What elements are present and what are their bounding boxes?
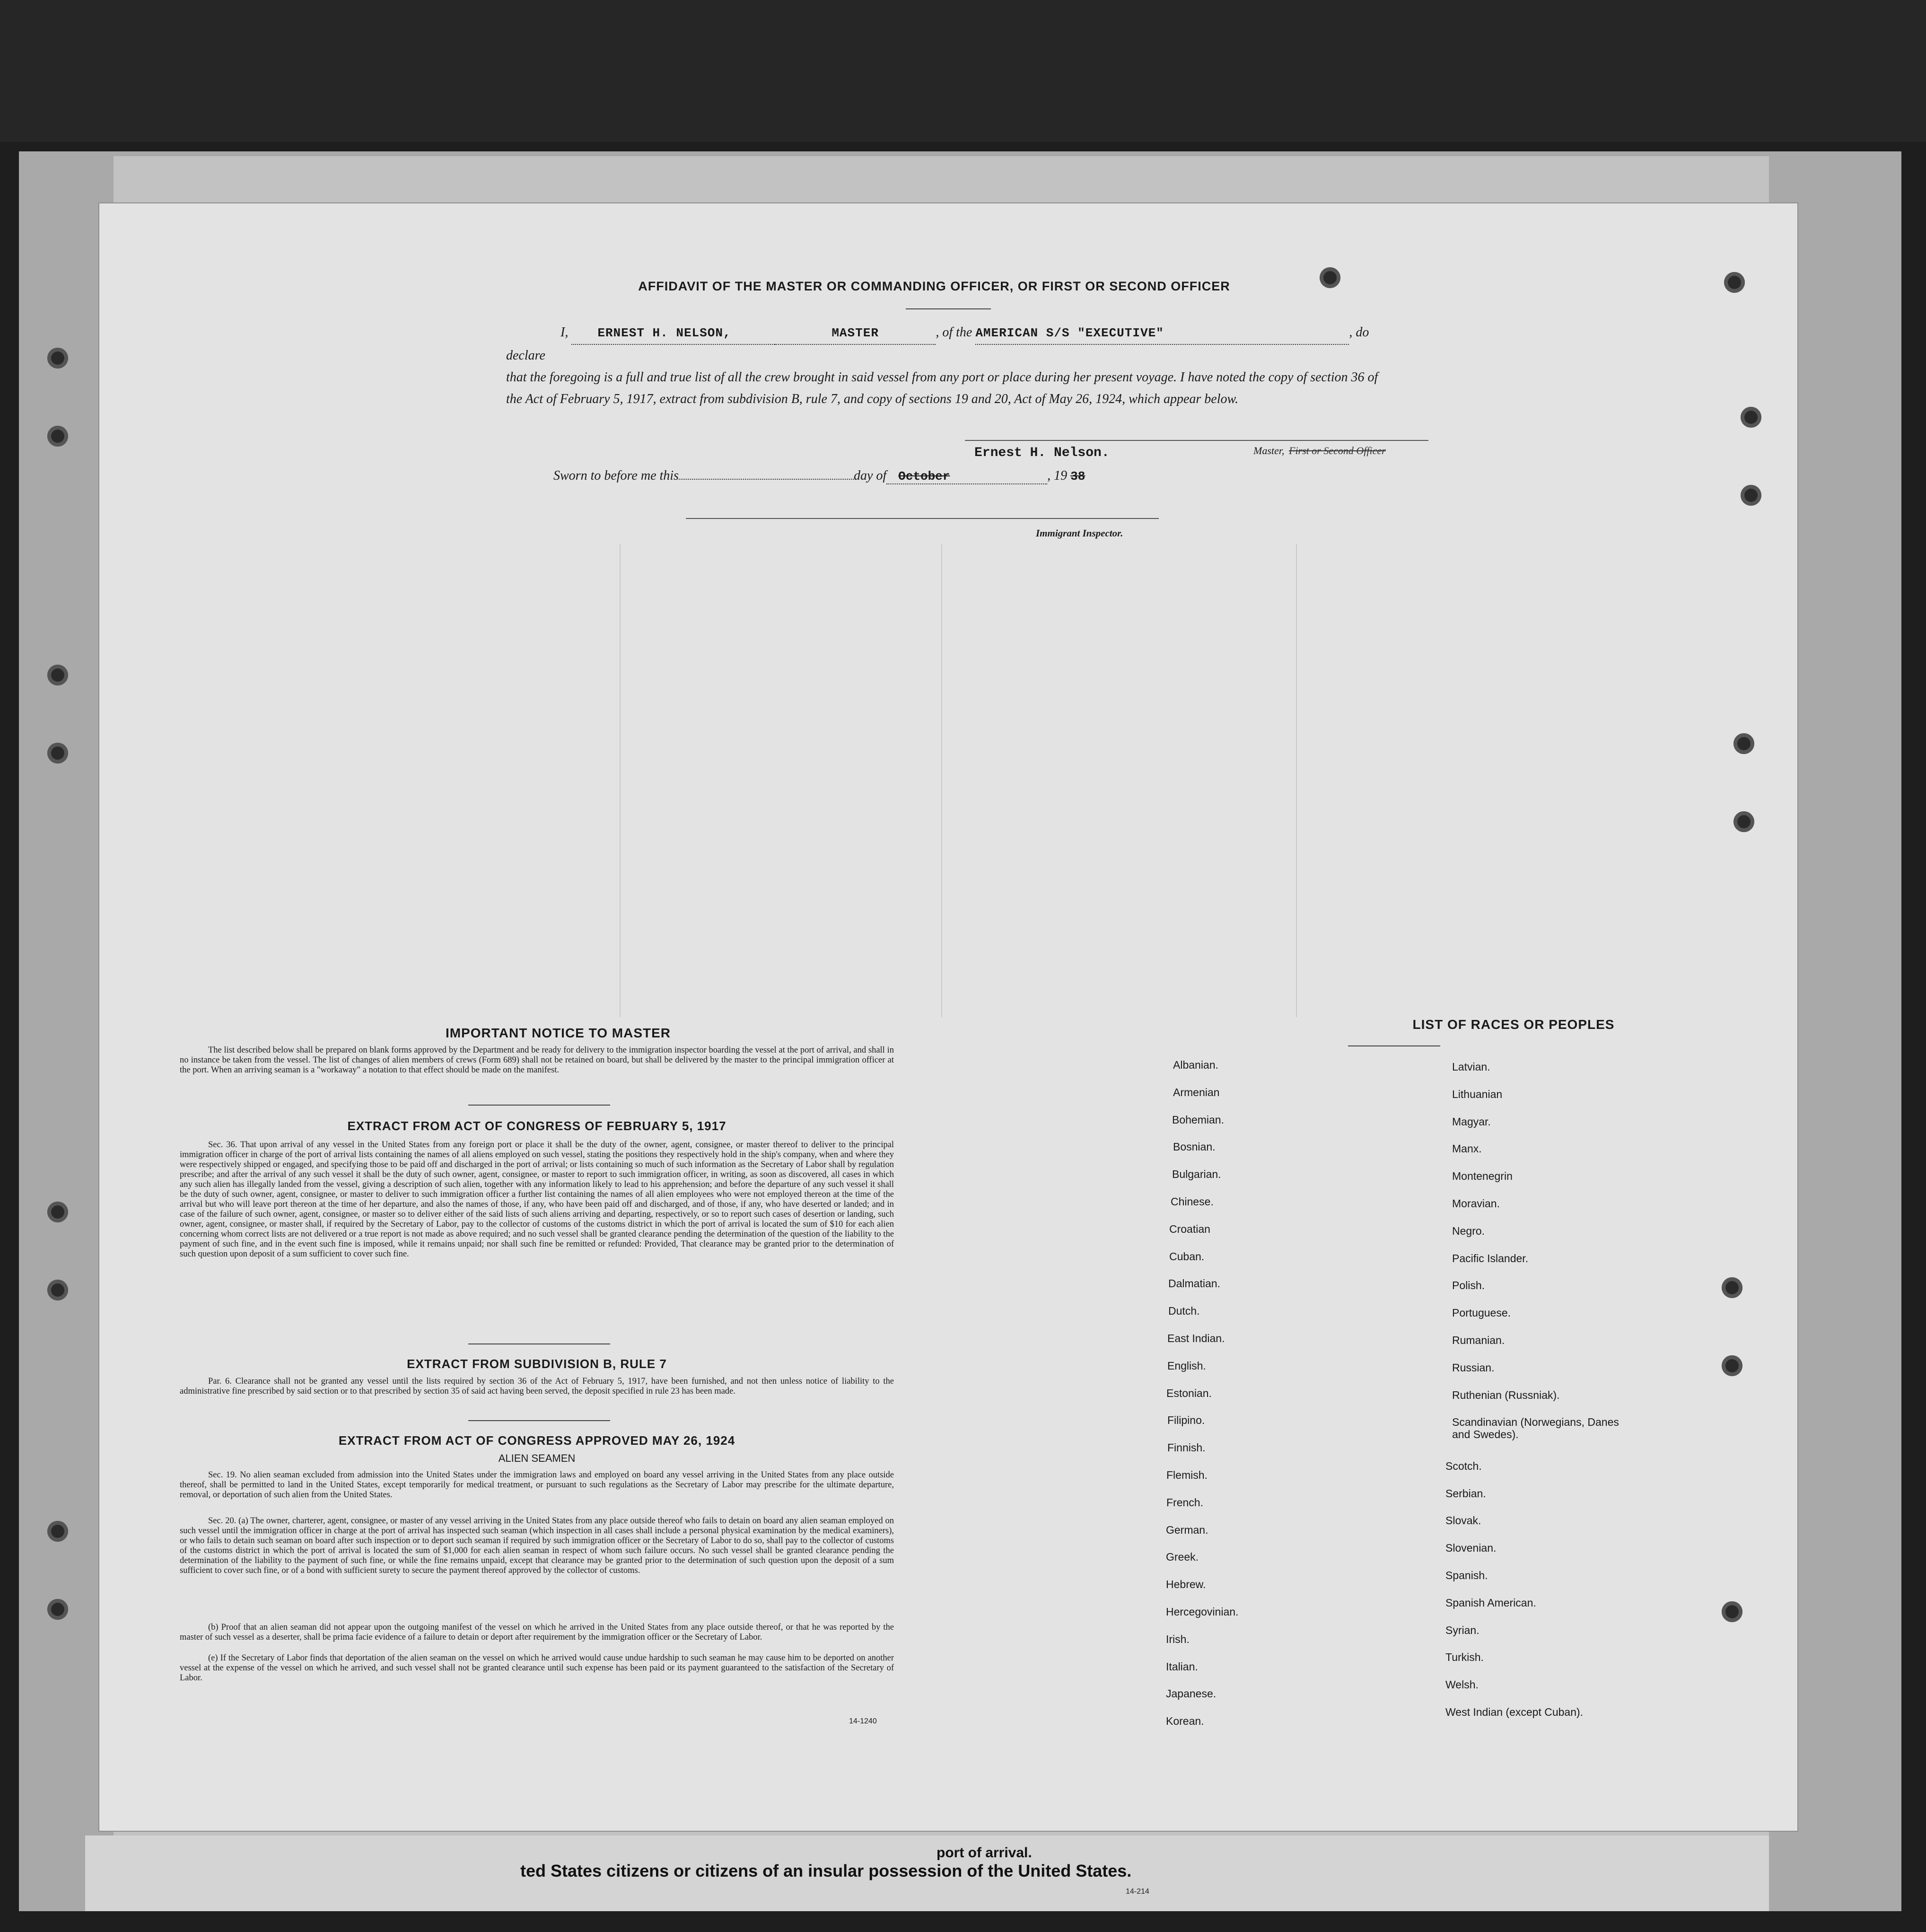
race-item: Turkish. <box>1445 1651 1484 1663</box>
affidavit-vessel: AMERICAN S/S "EXECUTIVE" <box>975 326 1164 340</box>
extract-1917-title: EXTRACT FROM ACT OF CONGRESS OF FEBRUARY 5, 1917 <box>347 1119 727 1133</box>
race-item: Slovak. <box>1445 1514 1481 1527</box>
binder-hole-icon <box>1724 272 1745 293</box>
rule7-rule <box>468 1420 610 1421</box>
binder-hole-icon <box>47 426 68 447</box>
affidavit-declaration <box>506 322 1386 410</box>
race-item: Bosnian. <box>1173 1141 1216 1153</box>
binder-hole-icon <box>1741 485 1761 506</box>
sec-20a-text: Sec. 20. (a) The owner, charterer, agent, consignee, or master of any vessel arriving in the United States from any place outside thereof who fails to detain on board any alien seaman employed on such vessel until the immigration officer in charge at the port of arrival has inspected such seaman (which inspection in all cases shall include a personal physical examination by the medical examiners), or who fails to detain such seaman on board after such inspection or to deport such seaman if required by such immigration officer or the Secretary of Labor to do so, shall pay to the collector of customs of the customs district in which the port of arrival is located the sum of $1,000 for each alien seaman in respect of whom such failure occurs. No such vessel shall be granted clearance pending the determination of the liability to the payment of such fine, or while the fine remains unpaid, except that clearance may be granted prior to the determination of such question upon the deposit of a sum sufficient to cover such fine, or of a bond with sufficient surety to secure the payment thereof approved by the collector of customs. <box>180 1516 894 1575</box>
binder-hole-icon <box>47 1202 68 1222</box>
affidavit-body: that the foregoing is a full and true list of all the crew brought in said vessel from any port or place during her present voyage. I have noted the copy of section 36 of the Act of February 5, 1917, extract from subdivision B, rule 7, and copy of sections 19 and 20, Act of May 26, 1924, which appear below. <box>506 370 1378 406</box>
notice-rule <box>468 1105 610 1106</box>
race-item: Moravian. <box>1452 1197 1500 1210</box>
sec-19-text: Sec. 19. No alien seaman excluded from admission into the United States under the immigration laws and employed on board any vessel arriving in the United States from any place outside thereof, shall be permitted to land in the United States, except temporarily for medical treatment, or pursuant to such regulations as the Secretary of Labor may prescribe for the ultimate departure, removal, or deportation of such alien from the United States. <box>180 1470 894 1500</box>
race-item: Negro. <box>1452 1225 1485 1237</box>
race-item: Armenian <box>1173 1086 1220 1098</box>
race-item: Bohemian. <box>1172 1114 1224 1126</box>
race-item: Irish. <box>1166 1633 1190 1645</box>
footer-form-code: 14-214 <box>1126 1888 1149 1896</box>
race-item: Japanese. <box>1166 1687 1217 1700</box>
affidavit-rank: MASTER <box>832 326 879 340</box>
race-item: West Indian (except Cuban). <box>1445 1706 1584 1718</box>
sworn-month: October <box>898 469 950 483</box>
binder-hole-icon <box>1733 811 1754 832</box>
race-item: Magyar. <box>1452 1115 1491 1128</box>
master-label: Master, <box>1253 445 1285 457</box>
signature-line <box>965 440 1428 441</box>
race-item: Albanian. <box>1173 1059 1218 1071</box>
races-title: LIST OF RACES OR PEOPLES <box>1412 1017 1615 1032</box>
rule7-title: EXTRACT FROM SUBDIVISION B, RULE 7 <box>407 1357 667 1371</box>
sworn-year: 38 <box>1070 469 1086 483</box>
footer-line-0: port of arrival. <box>937 1845 1032 1861</box>
race-item: Bulgarian. <box>1172 1168 1221 1180</box>
sec-20e-text: (e) If the Secretary of Labor finds that deportation of the alien seaman on the vessel on which he arrived would cause undue hardship to such seaman he may cause him to be deported on another vessel at the expense of the vessel on which he arrived, and such vessel shall not be granted clearance until such expense has been paid or its payment guaranteed to the satisfaction of the Secretary of Labor. <box>180 1653 894 1683</box>
race-item: Syrian. <box>1445 1624 1480 1636</box>
sworn-prefix: Sworn to before me this <box>553 468 679 483</box>
race-item: Flemish. <box>1166 1469 1208 1481</box>
binder-hole-icon <box>1722 1355 1742 1376</box>
race-item: Montenegrin <box>1452 1170 1513 1182</box>
notice-text: The list described below shall be prepared on blank forms approved by the Department and be ready for delivery to the immigration inspector boarding the vessel at the port of arrival, and shall in no instance be taken from the vessel. The list of changes of alien members of crews (Form 689) shall not be retained on board, but shall be delivered by the master to the principal immigration officer at the port. When an arriving seaman is a "workaway" a notation to that effect should be made on the manifest. <box>180 1045 894 1075</box>
race-item: Scotch. <box>1445 1460 1482 1472</box>
inspector-label: Immigrant Inspector. <box>1036 527 1123 539</box>
footer-text <box>520 1845 1372 1881</box>
race-item: Scandinavian (Norwegians, Danes and Swedes). <box>1452 1416 1619 1440</box>
binder-hole-icon <box>47 743 68 764</box>
affidavit-title: AFFIDAVIT OF THE MASTER OR COMMANDING OFFICER, OR FIRST OR SECOND OFFICER <box>638 279 1230 293</box>
binder-hole-icon <box>47 665 68 685</box>
extract-1924-title: EXTRACT FROM ACT OF CONGRESS APPROVED MAY 26, 1924 <box>338 1433 735 1448</box>
race-item: East Indian. <box>1167 1332 1225 1344</box>
struck-officer-label: First or Second Officer <box>1289 445 1386 457</box>
sworn-year-prefix: 19 <box>1054 468 1068 483</box>
race-item: Estonian. <box>1166 1387 1212 1399</box>
binder-hole-icon <box>47 1280 68 1300</box>
binder-hole-icon <box>1733 733 1754 754</box>
race-item: Slovenian. <box>1445 1542 1497 1554</box>
inspector-line <box>686 518 1159 519</box>
race-item: Italian. <box>1166 1660 1198 1673</box>
scan-background <box>0 0 1926 142</box>
race-item: Filipino. <box>1167 1414 1205 1426</box>
alien-seamen-subtitle: ALIEN SEAMEN <box>498 1452 576 1464</box>
show-through-column <box>620 544 621 1017</box>
race-item: Welsh. <box>1445 1678 1479 1691</box>
race-item: Cuban. <box>1169 1250 1205 1263</box>
sworn-day-of: day of <box>853 468 887 483</box>
race-item: Pacific Islander. <box>1452 1252 1529 1265</box>
affidavit-i: I, <box>560 325 569 340</box>
affidavit-of-the: , of the <box>936 325 972 340</box>
race-item: Spanish. <box>1445 1569 1488 1581</box>
race-item: Ruthenian (Russniak). <box>1452 1389 1560 1401</box>
race-item: Dalmatian. <box>1168 1277 1220 1290</box>
master-signature: Ernest H. Nelson. <box>974 446 1110 460</box>
race-item: Croatian <box>1169 1223 1210 1235</box>
affidavit-vessel-field <box>975 322 1349 345</box>
race-item: Rumanian. <box>1452 1334 1505 1346</box>
title-rule <box>906 308 991 309</box>
binder-hole-icon <box>1741 407 1761 428</box>
race-item: German. <box>1166 1524 1208 1536</box>
race-item: Chinese. <box>1171 1195 1214 1208</box>
race-item: Manx. <box>1452 1142 1482 1155</box>
race-item: Serbian. <box>1445 1487 1486 1500</box>
form-number: 14-1240 <box>849 1717 877 1725</box>
rule7-text: Par. 6. Clearance shall not be granted any vessel until the lists required by section 36 of the Act of February 5, 1917, have been furnished, and not then unless notice of liability to the administrative fine prescribed by said section or to that prescribed by section 35 of said act having been served, the deposit specified in rule 23 has been made. <box>180 1377 894 1396</box>
binder-hole-icon <box>47 1521 68 1542</box>
race-item: Latvian. <box>1452 1061 1490 1073</box>
race-item: Polish. <box>1452 1279 1485 1291</box>
race-item: Hebrew. <box>1166 1578 1206 1590</box>
race-item: Greek. <box>1166 1551 1199 1563</box>
show-through-column <box>941 544 942 1017</box>
race-item: Portuguese. <box>1452 1307 1511 1319</box>
race-item: English. <box>1167 1360 1206 1372</box>
race-item: Korean. <box>1166 1715 1204 1727</box>
binder-hole-icon <box>47 1599 68 1620</box>
binder-hole-icon <box>1722 1601 1742 1622</box>
binder-hole-icon <box>47 348 68 369</box>
sec-20b-text: (b) Proof that an alien seaman did not appear upon the outgoing manifest of the vessel on which he arrived in the United States from any place outside thereof, or that he was reported by the master of such vessel as a deserter, shall be prima facie evidence of a failure to detain or deport after requirement by the immigration officer or the Secretary of Labor. <box>180 1623 894 1642</box>
notice-title: IMPORTANT NOTICE TO MASTER <box>445 1026 671 1040</box>
race-item: Russian. <box>1452 1361 1495 1374</box>
affidavit-rank-field <box>775 322 936 345</box>
race-item: Dutch. <box>1168 1305 1200 1317</box>
race-item: French. <box>1166 1496 1203 1509</box>
race-item: Spanish American. <box>1445 1597 1536 1609</box>
race-item: Hercegovinian. <box>1166 1606 1239 1618</box>
affidavit-name: ERNEST H. NELSON, <box>597 326 731 340</box>
race-item: Finnish. <box>1167 1441 1206 1454</box>
show-through-column <box>1296 544 1297 1017</box>
sworn-statement: Sworn to before me this day of October , 19 38 <box>553 468 1086 483</box>
affidavit-name-field <box>571 322 775 345</box>
binder-hole-icon <box>1722 1277 1742 1298</box>
affidavit-do-declare: , do declare <box>506 325 1369 363</box>
extract-1917-text: Sec. 36. That upon arrival of any vessel in the United States from any foreign port or place it shall be the duty of the owner, agent, consignee, or master thereof to deliver to the principal immigration officer in charge of the port of arrival lists containing the names of all aliens employed on such vessel, stating the positions they respectively hold in the ship's company, when and where they were respectively shipped or engaged, and specifying those to be paid off and discharged in the port of arrival; or lists containing so much of such information as the Secretary of Labor shall by regulation prescribe; and after the arrival of any such vessel it shall be the duty of such owner, agent, consignee, or master to report to such immigration officer, in writing, as soon as discovered, all cases in which any such alien has illegally landed from the vessel, giving a description of such alien, together with any information likely to lead to his apprehension; and before the departure of any such vessel it shall be the duty of such owner, agent, consignee, or master to deliver to such immigration officer a further list containing the names of all alien employees who were not employed thereon at the time of the arrival but who will leave port thereon at the time of her departure, and also the names of those, if any, who have been paid off and discharged, and of those, if any, who have deserted or landed; and in case of the failure of such owner, agent, consignee, or master so to deliver either of the said lists of such aliens arriving and departing, respectively, or so to report such cases of desertion or landing, such owner, agent, consignee, or master shall, if required by the Secretary of Labor, pay to the collector of customs of the customs district in which the port of arrival is located the sum of $10 for each alien concerning whom correct lists are not delivered or a true report is not made as above required; and no such vessel shall be granted clearance pending the determination of the question of the liability to the payment of such fine, and in the event such fine is imposed, while it remains unpaid; nor shall such fine be remitted or refunded: Provided, That clearance may be granted prior to the determination of such question upon deposit of a sum sufficient to cover such fine. <box>180 1140 894 1259</box>
race-item: Lithuanian <box>1452 1088 1503 1100</box>
footer-line-1: ted States citizens or citizens of an insular possession of the United States. <box>520 1861 1132 1880</box>
races-rule <box>1348 1045 1440 1046</box>
